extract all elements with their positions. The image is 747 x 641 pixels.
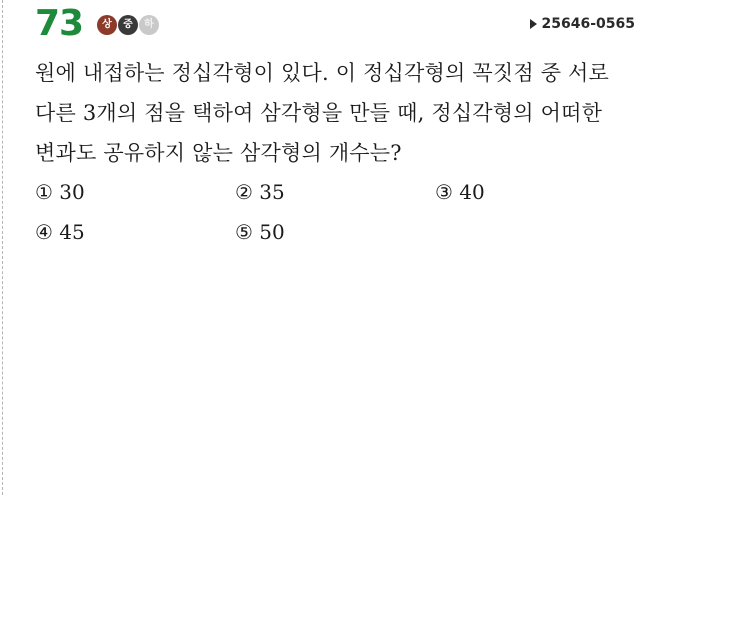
choice-value: 40 xyxy=(459,180,485,204)
difficulty-mid-badge: 중 xyxy=(118,15,138,35)
problem-header xyxy=(35,4,635,44)
choice-value: 45 xyxy=(59,220,85,244)
difficulty-high-badge: 상 xyxy=(97,15,117,35)
question-line: 변과도 공유하지 않는 삼각형의 개수는? xyxy=(35,141,402,165)
play-triangle-icon xyxy=(530,19,537,29)
choice-marker: ② xyxy=(235,180,253,204)
choice-marker: ③ xyxy=(435,180,453,204)
choice-marker: ① xyxy=(35,180,53,204)
choice-5[interactable] xyxy=(235,212,285,252)
problem-number: 73 xyxy=(35,3,84,44)
question-line: 원에 내접하는 정십각형이 있다. 이 정십각형의 꼭짓점 중 서로 xyxy=(35,61,610,85)
choice-row xyxy=(35,212,655,252)
question-text xyxy=(35,53,650,173)
choice-value: 50 xyxy=(259,220,285,244)
choice-marker: ⑤ xyxy=(235,220,253,244)
choice-value: 35 xyxy=(259,180,285,204)
choice-2[interactable] xyxy=(235,172,285,212)
problem-code-text: 25646-0565 xyxy=(541,16,635,32)
choice-3[interactable] xyxy=(435,172,485,212)
difficulty-levels xyxy=(97,15,159,35)
answer-choices xyxy=(35,172,655,252)
question-line: 다른 3개의 점을 택하여 삼각형을 만들 때, 정십각형의 어떠한 xyxy=(35,101,603,125)
choice-4[interactable] xyxy=(35,212,85,252)
problem-code xyxy=(530,16,635,32)
choice-marker: ④ xyxy=(35,220,53,244)
choice-1[interactable] xyxy=(35,172,85,212)
difficulty-low-badge: 하 xyxy=(139,15,159,35)
choice-value: 30 xyxy=(59,180,85,204)
page-margin-rule xyxy=(2,0,3,495)
choice-row xyxy=(35,172,655,212)
